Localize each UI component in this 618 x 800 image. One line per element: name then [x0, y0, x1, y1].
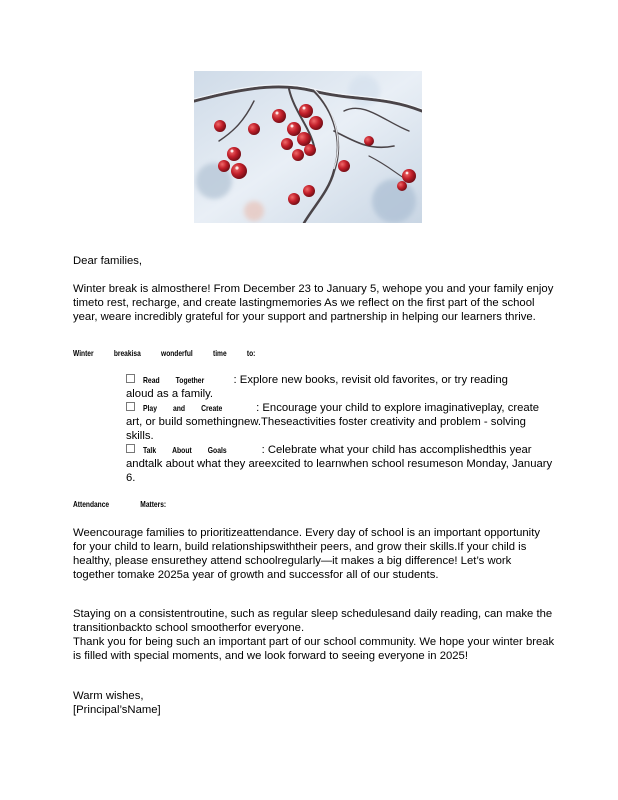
attendance-text: Weencourage families to prioritizeattendance. Every day of school is an important opportunity for your child to learn, build relationshipswiththeir peers, and grow their skills.If your child is healthy, please ensurethey attend schoolregularly—it makes a big difference! Let’s work together tomake 2025a year of growth and successfor all of our students.: [73, 527, 540, 581]
heading-word: time: [212, 348, 227, 358]
heading-word: breakisa: [113, 348, 141, 358]
bullet-lead: Read Together: [143, 375, 205, 385]
intro-text: Winter break is almosthere! From December 23 to January 5, wehope you and your family enjoy timeto rest, recharge, and create lastingmemories As we reflect on the first part of the school year, weare incredibly grateful for your support and partnership in helping our learners thrive.: [73, 283, 554, 323]
heading-word: Matters:: [140, 499, 167, 509]
bullet-box-icon: [126, 374, 135, 383]
bullet-text: : Encourage your child to explore imaginativeplay, create: [256, 402, 540, 414]
greeting-text: Dear families,: [73, 255, 143, 267]
attendance-paragraph: [73, 526, 555, 582]
routine-text: Staying on a consistentroutine, such as regular sleep schedulesand daily reading, can make the transitionbackto school smootherfor everyone.: [73, 608, 553, 634]
heading-word: Winter: [73, 348, 94, 358]
bullet-continuation: art, or build somethingnew.Theseactivities foster creativity and problem - solving skills.: [126, 416, 526, 442]
heading-word: wonderful: [161, 348, 193, 358]
intro-paragraph: [73, 282, 555, 324]
list-item: [126, 443, 556, 457]
heading-word: Attendance: [73, 499, 110, 509]
attendance-heading: [73, 499, 186, 509]
bullet-lead: Talk About Goals: [143, 445, 227, 455]
bullet-text: : Explore new books, revisit old favorites, or try reading: [233, 374, 508, 386]
bullet-continuation: aloud as a family.: [126, 388, 214, 400]
list-item: [126, 401, 556, 415]
closing-text: Warm wishes,: [73, 690, 144, 702]
bullet-box-icon: [126, 402, 135, 411]
list-item: [126, 373, 556, 387]
heading-word: to:: [246, 348, 256, 358]
signature-text: [Principal’sName]: [73, 704, 161, 716]
bullet-lead: Play and Create: [143, 403, 223, 413]
winter-berries-photo: [194, 71, 422, 223]
thanks-text: Thank you for being such an important part of our school community. We hope your winter break is filled with special moments, and we look forward to seeing everyone in 2025!: [73, 636, 555, 662]
activity-list: [126, 373, 556, 485]
bullet-continuation: andtalk about what they areexcited to learnwhen school resumeson Monday, January 6.: [126, 458, 553, 484]
bullet-box-icon: [126, 444, 135, 453]
greeting: [73, 254, 555, 268]
routine-paragraph: [73, 607, 555, 663]
bullet-text: : Celebrate what your child has accomplishedthis year: [261, 444, 532, 456]
closing: [73, 689, 555, 717]
winter-break-heading: [73, 348, 276, 358]
berries-illustration: [194, 71, 422, 223]
